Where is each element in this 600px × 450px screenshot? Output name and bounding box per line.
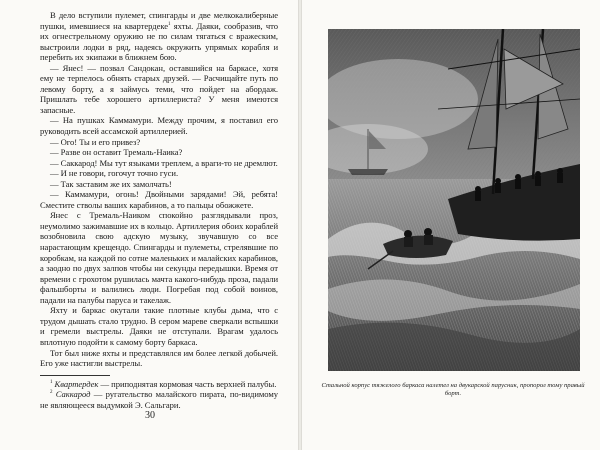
paragraph: В дело вступили пулемет, спингарды и две мелкокалиберные пушки, имевшиеся на квартердеке$^1$ яхты. Даяки, сообразив, что их огнестрельному оружию не по силам тягаться с вражеским, выстроили лодки в ряд, надеясь окружить упрямых корабля и перебить их экипажи в ближнем бою. — [40, 10, 279, 63]
engraving-image — [328, 29, 580, 371]
paragraph: Янес с Тремаль-Наиком спокойно разглядывали проз, неумолимо зажимавшие их в кольцо. Артиллерия обоих кораблей возобновила свою адскую музыку, звучавшую со все нарастающим крещендо. Спингарды и пулеметы, стрелявшие по коробкам, на каждой по сотне маленьких и малайских карабинов, а заодно по двух залпов чтобы ни секунды передышки. Время от времени с грохотом рушилась мачта какого-нибудь проза, падали фальшборты и валились люди. Погребая под собой воинов, падали на палубы паруса и такелаж. — [40, 210, 278, 305]
footnote: $^2$ Саккарод — ругательство малайского пирата, по-видимому не являющееся выдумкой Э. Сальгари. — [40, 389, 278, 410]
footnote: $^1$ Квартердек — приподнятая кормовая часть верхней палубы. — [50, 378, 277, 389]
body-text — [40, 10, 278, 410]
paragraph: — Ого! Ты и его привез? — [50, 136, 141, 147]
book-gutter — [298, 0, 302, 450]
paragraph: — И не говори, гогочут точно гуси. — [50, 168, 179, 179]
paragraph: — Так заставим же их замолчать! — [50, 178, 172, 189]
footnote-rule — [40, 375, 110, 376]
illustration-engraving — [328, 29, 580, 371]
page-number: 30 — [145, 410, 155, 421]
paragraph: — Разве он оставит Тремаль-Наика? — [50, 147, 183, 158]
paragraph: — Янес! — позвал Сандокан, оставшийся на баркасе, хотя ему не терпелось обнять старых друзей. — Расчищайте путь по левому борту, а я займусь теми, что пойдет на абордаж. Пришлать тебе хорошего артиллериста? У меня имеются запасные. — [40, 62, 278, 115]
paragraph: — Каммамури, огонь! Двойными зарядами! Эй, ребята! Сместите стволы ваших карабинов, а то пальцы обожжете. — [40, 189, 278, 210]
illustration-caption: Стальной корпус тяжелого баркаса налетел на двукарской парусник, пропорол тому правый борт. — [321, 382, 585, 398]
paragraph: Яхту и баркас окутали такие плотные клубы дыма, что с трудом дышать стало трудно. В сером мареве сверкали вспышки и гремели выстрелы. Даяки не отступали. Врагам удалось вплотную подойти к самому борту баркаса. — [40, 305, 278, 347]
paragraph: — На пушках Каммамури. Между прочим, я поставил его руководить всей ассамской артиллерией. — [40, 115, 278, 137]
right-page — [300, 0, 600, 450]
paragraph: Тот был ниже яхты и представлялся им более легкой добычей. Его уже настигли выстрелы. — [40, 347, 278, 369]
paragraph: — Саккарод! Мы тут языками треплем, а враги-то не дремлют. — [50, 157, 278, 168]
